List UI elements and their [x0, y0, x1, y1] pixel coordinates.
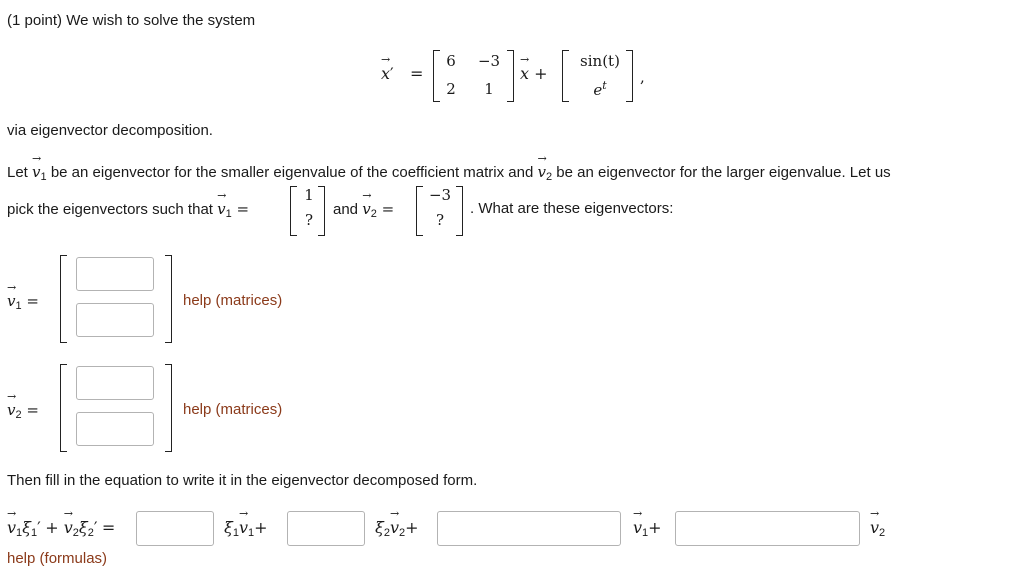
let-line: Let → $v_1$ be an eigenvector for the smaller eigenvalue of the coefficient matrix and → $v_2$ be an eigenvector for the larger eigenvalue. Let us — [7, 163, 891, 183]
xi2-v2-term: $\xi_2\to v_2+$ — [375, 518, 419, 539]
given-v1-left-bracket — [290, 186, 297, 236]
matrix-a22: 1 — [484, 80, 494, 98]
v2-term: → $v_2$ — [870, 518, 885, 539]
matrix-right-bracket — [507, 50, 514, 102]
v1-term: → $v_1+$ — [633, 518, 662, 539]
via-text: via eigenvector decomposition. — [7, 122, 213, 139]
v1-right-bracket — [165, 255, 172, 343]
given-v2-top: −3 — [428, 186, 452, 204]
help-matrices-link-1[interactable]: help (matrices) — [183, 292, 283, 309]
forcing-left-bracket — [562, 50, 569, 102]
pick-question: . What are these eigenvectors: — [470, 200, 674, 217]
v2-right-bracket — [165, 364, 172, 452]
problem-intro: (1 point) We wish to solve the system — [7, 12, 256, 29]
forcing-top: sin(t) — [580, 52, 620, 70]
matrix-a11: 6 — [446, 52, 456, 70]
given-v2-right-bracket — [456, 186, 463, 236]
coef-xi2-input[interactable] — [287, 511, 365, 546]
v2-left-bracket — [60, 364, 67, 452]
forcing-bottom: $e^t$ — [593, 79, 607, 99]
v2-label: → $v_2$ = — [7, 401, 39, 421]
comma: , — [640, 68, 645, 86]
v1-forcing-coef-input[interactable] — [437, 511, 621, 546]
v2-forcing-coef-input[interactable] — [675, 511, 860, 546]
given-v1-top: 1 — [304, 186, 314, 204]
given-v1-right-bracket — [318, 186, 325, 236]
v2-bottom-input[interactable] — [76, 412, 154, 446]
help-matrices-link-2[interactable]: help (matrices) — [183, 401, 283, 418]
matrix-a21: 2 — [446, 80, 456, 98]
x-vector-symbol-rhs: → x — [520, 64, 529, 83]
v1-left-bracket — [60, 255, 67, 343]
pick-and: and → $v_2$ = — [333, 200, 394, 220]
pick-line-text: pick the eigenvectors such that → $v_1$ = — [7, 200, 249, 220]
help-formulas-link[interactable]: help (formulas) — [7, 550, 108, 567]
given-v2-bottom: ? — [435, 211, 445, 229]
v1-bottom-input[interactable] — [76, 303, 154, 337]
forcing-right-bracket — [626, 50, 633, 102]
coef-xi1-input[interactable] — [136, 511, 214, 546]
matrix-a12: −3 — [477, 52, 501, 70]
v1-top-input[interactable] — [76, 257, 154, 291]
then-fill-text: Then fill in the equation to write it in the eigenvector decomposed form. — [7, 472, 478, 489]
matrix-left-bracket — [433, 50, 440, 102]
xi1-v1-term: $\xi_1\to v_1+$ — [224, 518, 268, 539]
equals-sign: = — [410, 64, 424, 83]
decomposed-lhs: → $v_1\xi_1'$ + → $v_2\xi_2'$ = — [7, 518, 115, 539]
x-vector-symbol: → x — [381, 64, 390, 83]
given-v1-bottom: ? — [304, 211, 314, 229]
v2-top-input[interactable] — [76, 366, 154, 400]
v1-label: → $v_1$ = — [7, 292, 39, 312]
